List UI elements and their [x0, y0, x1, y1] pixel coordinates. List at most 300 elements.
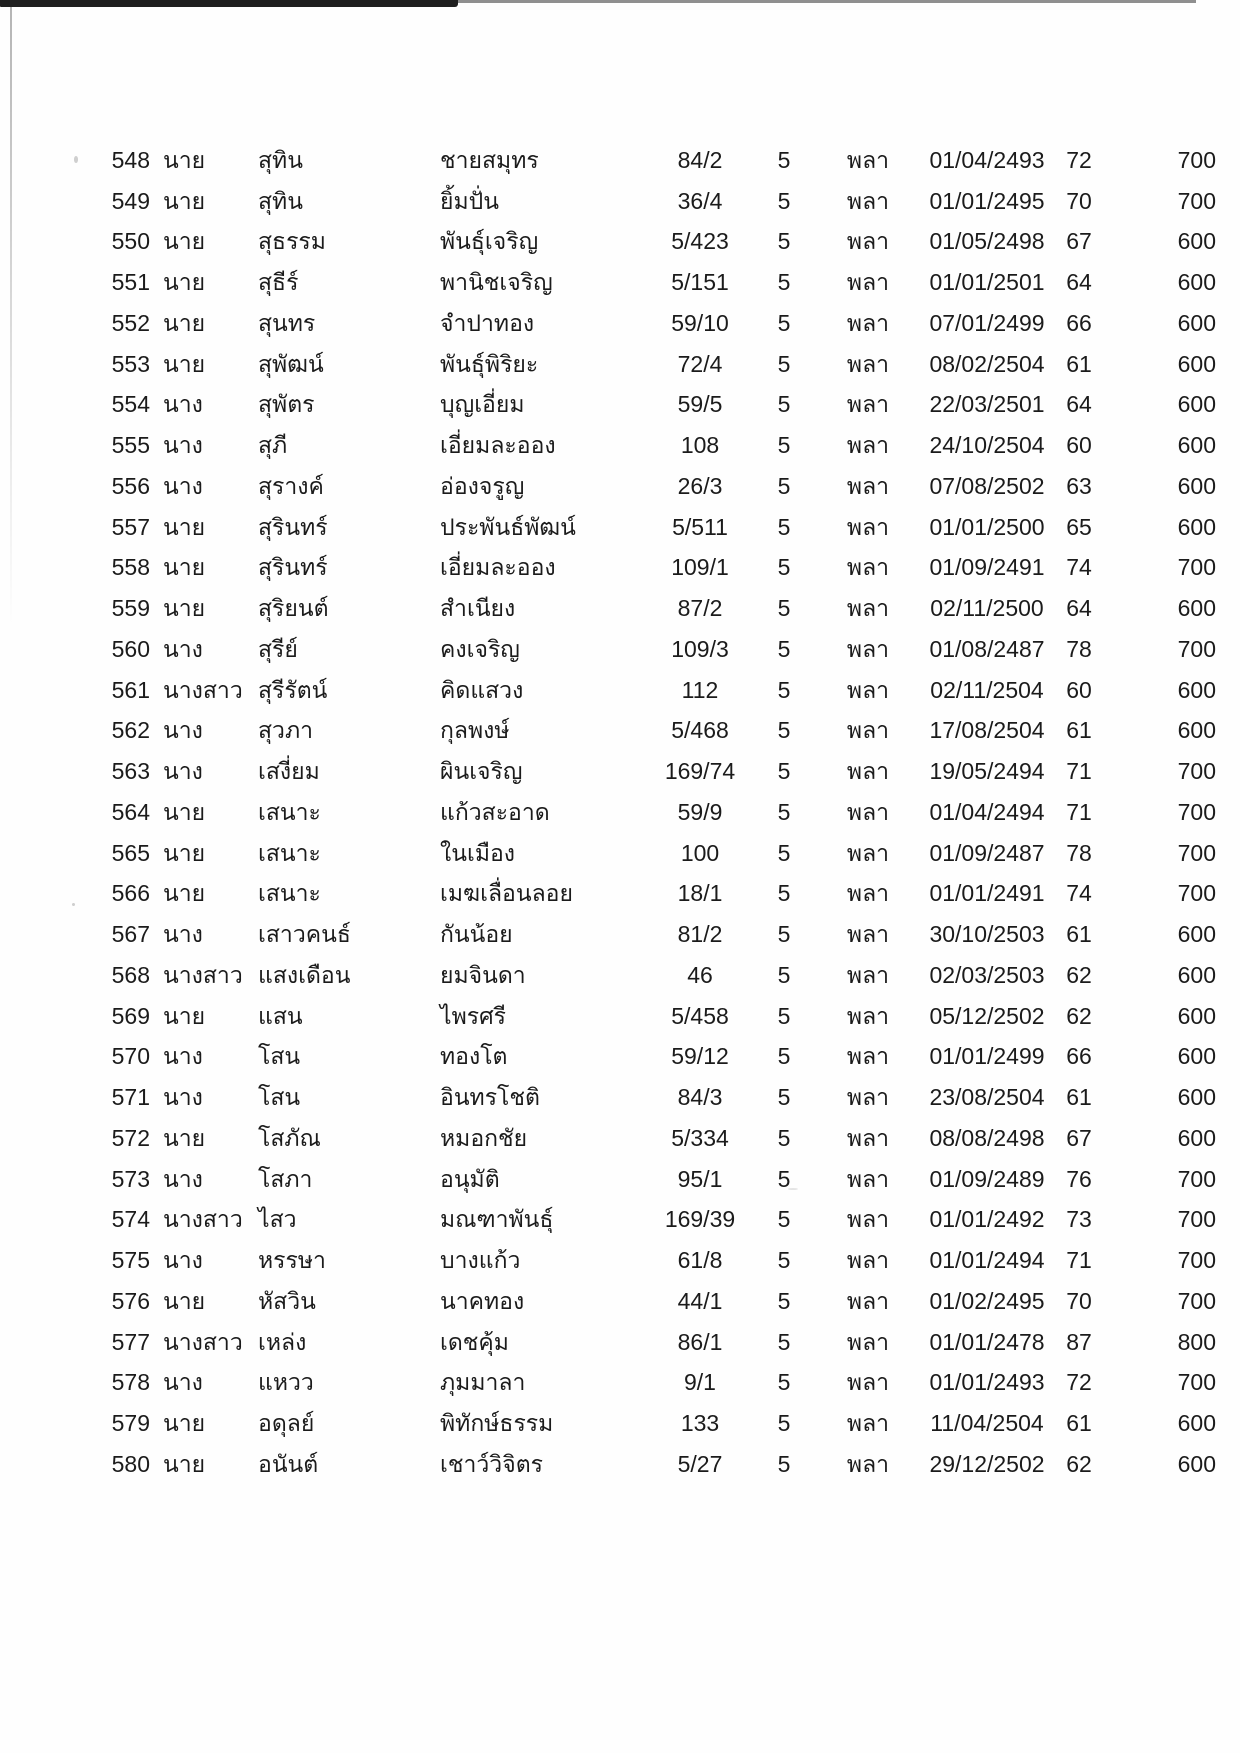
cell-first_name: สุภี: [258, 432, 288, 459]
cell-first_name: สุนทร: [258, 309, 316, 336]
table-row: [60, 548, 1218, 589]
cell-village: พลา: [846, 921, 890, 948]
table-row: [60, 140, 1218, 181]
cell-allowance: 700: [1177, 880, 1216, 907]
cell-moo: 5: [777, 758, 791, 785]
cell-first_name: ไสว: [258, 1206, 297, 1233]
cell-moo: 5: [777, 798, 791, 825]
cell-age: 64: [1066, 391, 1092, 418]
cell-age: 64: [1066, 595, 1092, 622]
cell-title: นาย: [163, 350, 206, 377]
cell-moo: 5: [777, 595, 791, 622]
cell-age: 78: [1066, 839, 1092, 866]
cell-moo: 5: [777, 1247, 791, 1274]
cell-first_name: เสนาะ: [258, 880, 321, 907]
cell-first_name: สุรางค์: [258, 472, 324, 499]
cell-house_no: 84/3: [677, 1084, 723, 1111]
cell-moo: 5: [777, 228, 791, 255]
cell-age: 70: [1066, 187, 1092, 214]
cell-birth_date: 01/01/2494: [929, 1247, 1045, 1274]
cell-allowance: 600: [1177, 1043, 1216, 1070]
scan-artifact-top-light: [458, 0, 1196, 3]
cell-no: 548: [111, 146, 150, 173]
cell-last_name: ยมจินดา: [440, 961, 526, 988]
cell-village: พลา: [846, 961, 890, 988]
cell-first_name: แสงเดือน: [258, 961, 351, 988]
cell-house_no: 133: [680, 1410, 720, 1437]
cell-village: พลา: [846, 146, 890, 173]
cell-village: พลา: [846, 1328, 890, 1355]
cell-house_no: 108: [680, 432, 720, 459]
cell-allowance: 600: [1177, 1410, 1216, 1437]
cell-first_name: โสน: [258, 1043, 301, 1070]
cell-first_name: สุริยนต์: [258, 595, 329, 622]
cell-village: พลา: [846, 432, 890, 459]
cell-house_no: 100: [680, 839, 720, 866]
cell-last_name: ยิ้มปั่น: [440, 187, 499, 214]
cell-house_no: 26/3: [677, 472, 723, 499]
cell-allowance: 700: [1177, 1247, 1216, 1274]
cell-first_name: เสาวคนธ์: [258, 921, 351, 948]
cell-village: พลา: [846, 513, 890, 540]
cell-house_no: 59/10: [671, 309, 729, 336]
cell-allowance: 700: [1177, 758, 1216, 785]
table-row: [60, 588, 1218, 629]
cell-first_name: เสนาะ: [258, 798, 321, 825]
cell-moo: 5: [777, 1165, 791, 1192]
cell-first_name: สุพัตร: [258, 391, 315, 418]
cell-no: 580: [111, 1450, 150, 1477]
cell-last_name: นาคทอง: [440, 1287, 525, 1314]
cell-allowance: 600: [1177, 717, 1216, 744]
cell-first_name: เสงี่ยม: [258, 758, 320, 785]
cell-house_no: 59/12: [671, 1043, 729, 1070]
cell-house_no: 46: [687, 961, 713, 988]
cell-birth_date: 29/12/2502: [929, 1450, 1045, 1477]
table-row: [60, 1403, 1218, 1444]
cell-moo: 5: [777, 1450, 791, 1477]
cell-last_name: จำปาทอง: [440, 309, 535, 336]
cell-title: นาย: [163, 554, 206, 581]
cell-village: พลา: [846, 1084, 890, 1111]
cell-no: 578: [111, 1369, 150, 1396]
cell-title: นาย: [163, 1450, 206, 1477]
cell-birth_date: 01/01/2501: [929, 269, 1045, 296]
cell-birth_date: 01/05/2498: [929, 228, 1045, 255]
cell-allowance: 600: [1177, 391, 1216, 418]
cell-age: 60: [1066, 676, 1092, 703]
cell-birth_date: 02/11/2504: [930, 676, 1044, 703]
cell-age: 72: [1066, 146, 1092, 173]
cell-village: พลา: [846, 1369, 890, 1396]
cell-village: พลา: [846, 1410, 890, 1437]
cell-birth_date: 23/08/2504: [929, 1084, 1045, 1111]
cell-allowance: 600: [1177, 1084, 1216, 1111]
cell-village: พลา: [846, 1247, 890, 1274]
cell-title: นาง: [163, 1165, 203, 1192]
cell-first_name: สุทิน: [258, 187, 303, 214]
cell-title: นาง: [163, 921, 203, 948]
cell-title: นาย: [163, 880, 206, 907]
table-row: [60, 1322, 1218, 1363]
cell-no: 551: [111, 269, 150, 296]
cell-age: 71: [1066, 798, 1092, 825]
cell-allowance: 700: [1177, 554, 1216, 581]
cell-moo: 5: [777, 961, 791, 988]
cell-birth_date: 17/08/2504: [929, 717, 1045, 744]
cell-title: นางสาว: [163, 1328, 243, 1355]
cell-birth_date: 22/03/2501: [929, 391, 1045, 418]
cell-last_name: ผินเจริญ: [440, 758, 523, 785]
cell-birth_date: 07/08/2502: [929, 472, 1045, 499]
cell-title: นาง: [163, 472, 203, 499]
cell-first_name: แหวว: [258, 1369, 314, 1396]
cell-title: นางสาว: [163, 676, 243, 703]
cell-house_no: 5/511: [672, 513, 728, 540]
cell-last_name: อ่องจรูญ: [440, 472, 525, 499]
cell-title: นาย: [163, 146, 206, 173]
cell-no: 561: [111, 676, 150, 703]
cell-birth_date: 01/01/2493: [929, 1369, 1045, 1396]
cell-village: พลา: [846, 717, 890, 744]
cell-first_name: อนันต์: [258, 1450, 319, 1477]
cell-birth_date: 01/01/2499: [929, 1043, 1045, 1070]
cell-birth_date: 05/12/2502: [929, 1002, 1045, 1029]
cell-house_no: 5/423: [671, 228, 729, 255]
cell-birth_date: 08/08/2498: [929, 1124, 1045, 1151]
cell-allowance: 800: [1177, 1328, 1216, 1355]
cell-birth_date: 01/09/2491: [929, 554, 1045, 581]
cell-birth_date: 01/09/2487: [929, 839, 1045, 866]
cell-title: นาง: [163, 635, 203, 662]
cell-village: พลา: [846, 1002, 890, 1029]
cell-last_name: ในเมือง: [440, 839, 516, 866]
cell-no: 569: [111, 1002, 150, 1029]
cell-village: พลา: [846, 309, 890, 336]
cell-village: พลา: [846, 798, 890, 825]
cell-age: 63: [1066, 472, 1092, 499]
cell-allowance: 600: [1177, 472, 1216, 499]
cell-village: พลา: [846, 472, 890, 499]
cell-last_name: อินทรโชติ: [440, 1084, 540, 1111]
cell-title: นาย: [163, 1002, 206, 1029]
table-row: [60, 955, 1218, 996]
table-row: [60, 466, 1218, 507]
cell-allowance: 700: [1177, 798, 1216, 825]
cell-last_name: กุลพงษ์: [440, 717, 510, 744]
table-row: [60, 344, 1218, 385]
cell-house_no: 109/1: [671, 554, 729, 581]
cell-last_name: เอี่ยมละออง: [440, 432, 556, 459]
cell-house_no: 169/39: [664, 1206, 736, 1233]
cell-house_no: 61/8: [677, 1247, 723, 1274]
table-row: [60, 181, 1218, 222]
cell-first_name: สุรินทร์: [258, 513, 328, 540]
cell-age: 61: [1066, 717, 1092, 744]
cell-house_no: 18/1: [677, 880, 723, 907]
cell-moo: 5: [777, 350, 791, 377]
cell-first_name: เสนาะ: [258, 839, 321, 866]
cell-allowance: 600: [1177, 1124, 1216, 1151]
cell-moo: 5: [777, 1124, 791, 1151]
cell-no: 572: [111, 1124, 150, 1151]
cell-allowance: 600: [1177, 309, 1216, 336]
cell-title: นาย: [163, 798, 206, 825]
cell-no: 558: [111, 554, 150, 581]
cell-village: พลา: [846, 839, 890, 866]
cell-age: 74: [1066, 880, 1092, 907]
cell-first_name: โสภา: [258, 1165, 313, 1192]
cell-no: 563: [111, 758, 150, 785]
table-row: [60, 874, 1218, 915]
cell-title: นาย: [163, 1124, 206, 1151]
cell-age: 70: [1066, 1287, 1092, 1314]
cell-allowance: 700: [1177, 187, 1216, 214]
cell-age: 67: [1066, 228, 1092, 255]
cell-house_no: 9/1: [684, 1369, 716, 1396]
cell-moo: 5: [777, 432, 791, 459]
cell-moo: 5: [777, 472, 791, 499]
cell-allowance: 700: [1177, 1369, 1216, 1396]
cell-no: 549: [111, 187, 150, 214]
cell-birth_date: 01/04/2493: [929, 146, 1045, 173]
table-row: [60, 303, 1218, 344]
cell-no: 564: [111, 798, 150, 825]
cell-village: พลา: [846, 187, 890, 214]
cell-moo: 5: [777, 1410, 791, 1437]
cell-title: นาย: [163, 228, 206, 255]
cell-allowance: 700: [1177, 635, 1216, 662]
cell-village: พลา: [846, 1124, 890, 1151]
cell-moo: 5: [777, 554, 791, 581]
cell-birth_date: 01/08/2487: [929, 635, 1045, 662]
cell-birth_date: 01/01/2491: [929, 880, 1045, 907]
cell-first_name: สุทิน: [258, 146, 303, 173]
cell-no: 554: [111, 391, 150, 418]
cell-birth_date: 19/05/2494: [929, 758, 1045, 785]
cell-house_no: 44/1: [677, 1287, 723, 1314]
table-row: [60, 1118, 1218, 1159]
cell-allowance: 600: [1177, 228, 1216, 255]
cell-first_name: สุพัฒน์: [258, 350, 324, 377]
cell-age: 66: [1066, 1043, 1092, 1070]
cell-village: พลา: [846, 635, 890, 662]
cell-age: 67: [1066, 1124, 1092, 1151]
table-row: [60, 262, 1218, 303]
cell-first_name: สุรีรัตน์: [258, 676, 328, 703]
table-row: [60, 1281, 1218, 1322]
cell-age: 71: [1066, 1247, 1092, 1274]
cell-first_name: สุรินทร์: [258, 554, 328, 581]
table-row: [60, 1240, 1218, 1281]
cell-no: 566: [111, 880, 150, 907]
cell-last_name: ไพรศรี: [440, 1002, 507, 1029]
cell-moo: 5: [777, 635, 791, 662]
cell-title: นาง: [163, 432, 203, 459]
cell-moo: 5: [777, 146, 791, 173]
cell-last_name: คิดแสวง: [440, 676, 524, 703]
cell-last_name: บุญเอี่ยม: [440, 391, 525, 418]
cell-first_name: สุธีร์: [258, 269, 299, 296]
cell-age: 61: [1066, 1410, 1092, 1437]
table-row: [60, 914, 1218, 955]
cell-moo: 5: [777, 839, 791, 866]
cell-last_name: ทองโต: [440, 1043, 508, 1070]
cell-first_name: โสภัณ: [258, 1124, 321, 1151]
cell-village: พลา: [846, 554, 890, 581]
cell-moo: 5: [777, 513, 791, 540]
table-row: [60, 1200, 1218, 1241]
cell-village: พลา: [846, 758, 890, 785]
cell-age: 72: [1066, 1369, 1092, 1396]
cell-last_name: พันธุ์เจริญ: [440, 228, 539, 255]
cell-last_name: เชาว์วิจิตร: [440, 1450, 543, 1477]
table-row: [60, 1037, 1218, 1078]
cell-last_name: เอี่ยมละออง: [440, 554, 556, 581]
cell-title: นาง: [163, 391, 203, 418]
cell-title: นางสาว: [163, 961, 243, 988]
cell-allowance: 600: [1177, 269, 1216, 296]
cell-first_name: เหล่ง: [258, 1328, 307, 1355]
cell-age: 74: [1066, 554, 1092, 581]
cell-village: พลา: [846, 880, 890, 907]
cell-moo: 5: [777, 1369, 791, 1396]
cell-age: 62: [1066, 1002, 1092, 1029]
cell-moo: 5: [777, 391, 791, 418]
cell-house_no: 5/468: [671, 717, 729, 744]
cell-title: นาง: [163, 1084, 203, 1111]
cell-birth_date: 30/10/2503: [929, 921, 1045, 948]
cell-title: นาย: [163, 513, 206, 540]
cell-moo: 5: [777, 269, 791, 296]
cell-title: นาย: [163, 269, 206, 296]
cell-no: 552: [111, 309, 150, 336]
table-row: [60, 1159, 1218, 1200]
cell-birth_date: 02/03/2503: [929, 961, 1045, 988]
cell-no: 559: [111, 595, 150, 622]
table-row: [60, 996, 1218, 1037]
cell-village: พลา: [846, 1043, 890, 1070]
cell-age: 61: [1066, 1084, 1092, 1111]
cell-no: 568: [111, 961, 150, 988]
cell-allowance: 600: [1177, 1002, 1216, 1029]
cell-age: 71: [1066, 758, 1092, 785]
cell-moo: 5: [777, 309, 791, 336]
cell-last_name: พานิชเจริญ: [440, 269, 553, 296]
beneficiary-table: [60, 140, 1218, 1485]
cell-title: นาย: [163, 595, 206, 622]
cell-house_no: 112: [681, 676, 719, 703]
cell-moo: 5: [777, 1206, 791, 1233]
cell-village: พลา: [846, 269, 890, 296]
cell-title: นาย: [163, 309, 206, 336]
cell-last_name: แก้วสะอาด: [440, 798, 550, 825]
cell-first_name: โสน: [258, 1084, 301, 1111]
cell-no: 565: [111, 839, 150, 866]
cell-allowance: 600: [1177, 432, 1216, 459]
table-row: [60, 1077, 1218, 1118]
cell-house_no: 95/1: [677, 1165, 723, 1192]
cell-house_no: 36/4: [677, 187, 723, 214]
cell-house_no: 5/27: [677, 1450, 723, 1477]
cell-birth_date: 02/11/2500: [930, 595, 1044, 622]
cell-allowance: 600: [1177, 513, 1216, 540]
cell-first_name: สุวภา: [258, 717, 314, 744]
cell-last_name: มณฑาพันธุ์: [440, 1206, 554, 1233]
cell-moo: 5: [777, 187, 791, 214]
cell-village: พลา: [846, 391, 890, 418]
cell-no: 575: [111, 1247, 150, 1274]
cell-no: 577: [111, 1328, 150, 1355]
cell-no: 556: [111, 472, 150, 499]
cell-last_name: บางแก้ว: [440, 1247, 521, 1274]
cell-last_name: เมฆเลื่อนลอย: [440, 880, 573, 907]
cell-birth_date: 01/01/2492: [929, 1206, 1045, 1233]
cell-age: 87: [1066, 1328, 1092, 1355]
cell-first_name: สุรีย์: [258, 635, 298, 662]
cell-birth_date: 07/01/2499: [929, 309, 1045, 336]
cell-allowance: 600: [1177, 921, 1216, 948]
cell-moo: 5: [777, 676, 791, 703]
cell-house_no: 86/1: [677, 1328, 723, 1355]
cell-last_name: สำเนียง: [440, 595, 516, 622]
cell-last_name: อนุมัติ: [440, 1165, 500, 1192]
cell-title: นางสาว: [163, 1206, 243, 1233]
cell-last_name: พิทักษ์ธรรม: [440, 1410, 554, 1437]
cell-house_no: 5/458: [671, 1002, 729, 1029]
cell-age: 65: [1066, 513, 1092, 540]
cell-village: พลา: [846, 595, 890, 622]
cell-last_name: ประพันธ์พัฒน์: [440, 513, 576, 540]
cell-birth_date: 01/04/2494: [929, 798, 1045, 825]
cell-allowance: 700: [1177, 1287, 1216, 1314]
cell-title: นาง: [163, 1247, 203, 1274]
table-row: [60, 711, 1218, 752]
cell-last_name: คงเจริญ: [440, 635, 520, 662]
table-row: [60, 670, 1218, 711]
scan-artifact-left-edge: [10, 7, 12, 627]
cell-title: นาง: [163, 717, 203, 744]
cell-house_no: 87/2: [677, 595, 723, 622]
cell-last_name: เดชคุ้ม: [440, 1328, 509, 1355]
cell-title: นาย: [163, 1287, 206, 1314]
cell-house_no: 84/2: [677, 146, 723, 173]
cell-birth_date: 11/04/2504: [930, 1410, 1044, 1437]
cell-no: 576: [111, 1287, 150, 1314]
cell-allowance: 700: [1177, 839, 1216, 866]
cell-first_name: สุธรรม: [258, 228, 326, 255]
cell-village: พลา: [846, 1206, 890, 1233]
cell-allowance: 600: [1177, 595, 1216, 622]
cell-village: พลา: [846, 1287, 890, 1314]
cell-age: 62: [1066, 1450, 1092, 1477]
cell-village: พลา: [846, 228, 890, 255]
cell-age: 62: [1066, 961, 1092, 988]
cell-house_no: 5/334: [671, 1124, 729, 1151]
cell-no: 550: [111, 228, 150, 255]
cell-no: 574: [111, 1206, 150, 1233]
cell-house_no: 72/4: [677, 350, 723, 377]
cell-moo: 5: [777, 1287, 791, 1314]
cell-age: 64: [1066, 269, 1092, 296]
table-row: [60, 425, 1218, 466]
cell-no: 579: [111, 1410, 150, 1437]
cell-house_no: 109/3: [671, 635, 729, 662]
cell-title: นาง: [163, 1369, 203, 1396]
cell-no: 557: [111, 513, 150, 540]
cell-first_name: อดุลย์: [258, 1410, 315, 1437]
cell-no: 553: [111, 350, 150, 377]
